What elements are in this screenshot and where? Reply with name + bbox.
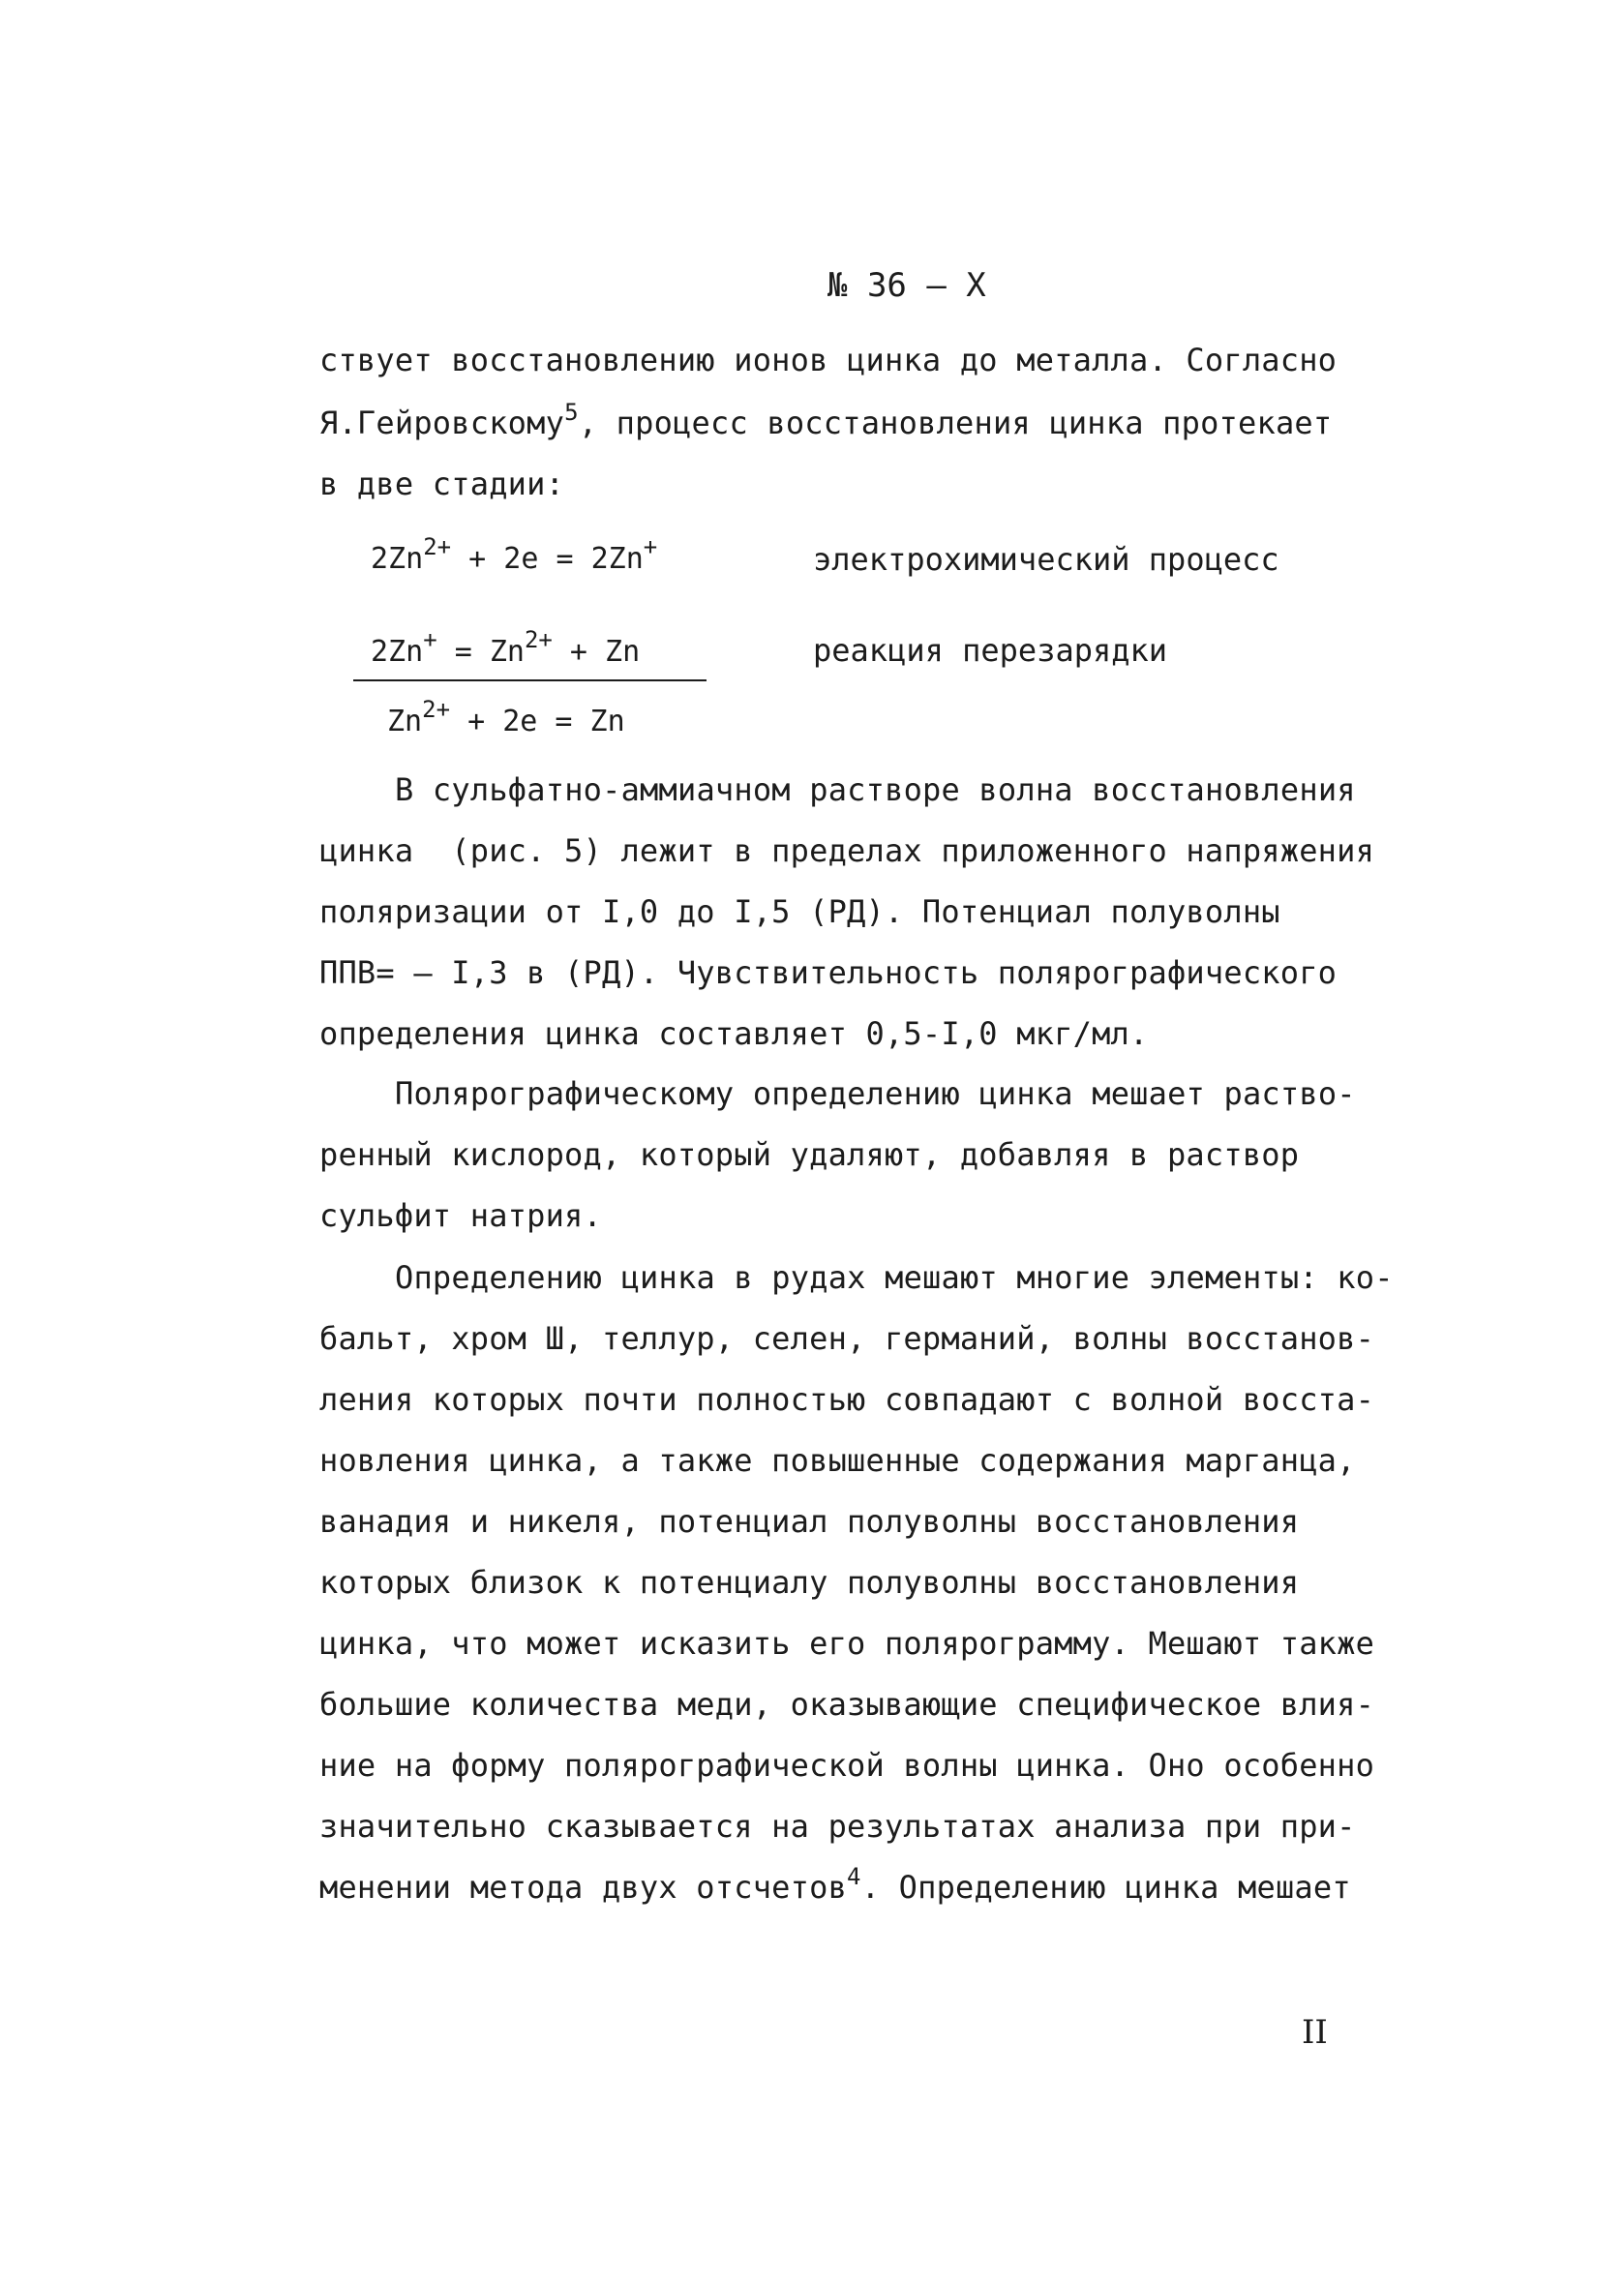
text-line: большие количества меди, оказывающие специфическое влия- (319, 1686, 1375, 1723)
eq-superscript: + (643, 533, 658, 560)
text-line: сульфит натрия. (319, 1197, 602, 1234)
sum-rule (353, 679, 707, 681)
text-line: бальт, хром Ш, теллур, селен, германий, волны восстанов- (319, 1320, 1375, 1357)
eq-superscript: 2+ (422, 696, 451, 723)
eq-superscript: 2+ (423, 533, 452, 560)
text-line: значительно сказывается на результатах анализа при при- (319, 1808, 1356, 1845)
eq-part: + 2e = 2Zn (451, 542, 644, 576)
text-line: которых близок к потенциалу полуволны восстановления (319, 1564, 1300, 1601)
reference-superscript: 5 (564, 399, 579, 426)
text-line: ствует восстановлению ионов цинка до металла. Согласно (319, 342, 1338, 378)
text-fragment: менении метода двух отсчетов (319, 1869, 848, 1906)
eq-part: = Zn (436, 635, 525, 669)
equation-2-comment: реакция перезарядки (813, 632, 1168, 669)
text-line: определения цинка составляет 0,5-I,0 мкг/мл. (319, 1015, 1149, 1052)
eq-superscript: 2+ (524, 626, 553, 653)
text-line: ние на форму полярографической волны цинка. Оно особенно (319, 1747, 1375, 1784)
text-fragment: Я.Гейровскому (319, 405, 565, 441)
text-line: В сульфатно-аммиачном растворе волна восстановления (395, 771, 1356, 808)
text-line: цинка (рис. 5) лежит в пределах приложенного напряжения (319, 832, 1375, 869)
eq-part: + 2e = Zn (450, 705, 625, 738)
reference-superscript: 4 (847, 1863, 861, 1890)
eq-superscript: + (423, 626, 437, 653)
text-fragment: . Определению цинка мешает (860, 1869, 1351, 1906)
text-line (319, 399, 1333, 442)
text-line: ППВ= – I,3 в (РД). Чувствительность полярографического (319, 954, 1338, 991)
eq-part: 2Zn (371, 635, 424, 669)
text-line: ренный кислород, который удаляют, добавляя в раствор (319, 1136, 1300, 1173)
text-line: поляризации от I,0 до I,5 (РД). Потенциал полуволны (319, 893, 1280, 930)
text-line: в две стадии: (319, 466, 565, 502)
equation-sum (387, 696, 625, 741)
document-number: № 36 – X (827, 266, 986, 305)
text-line: цинка, что может исказить его полярограмму. Мешают также (319, 1625, 1375, 1662)
equation-1-comment: электрохимический процесс (813, 541, 1279, 578)
text-line: новления цинка, а также повышенные содержания марганца, (319, 1442, 1356, 1479)
equation-2 (371, 626, 641, 672)
equation-1 (371, 533, 658, 579)
text-line: Полярографическому определению цинка мешает раство- (395, 1075, 1356, 1112)
text-line (319, 1863, 1351, 1907)
text-line: Определению цинка в рудах мешают многие элементы: ко- (395, 1259, 1394, 1296)
text-fragment: , процесс восстановления цинка протекает (578, 405, 1333, 441)
text-line: ления которых почти полностью совпадают с волной восста- (319, 1381, 1375, 1418)
page-number: II (1302, 2013, 1328, 2052)
eq-part: Zn (387, 705, 423, 738)
eq-part: 2Zn (371, 542, 424, 576)
text-line: ванадия и никеля, потенциал полуволны восстановления (319, 1503, 1300, 1540)
eq-part: + Zn (552, 635, 641, 669)
